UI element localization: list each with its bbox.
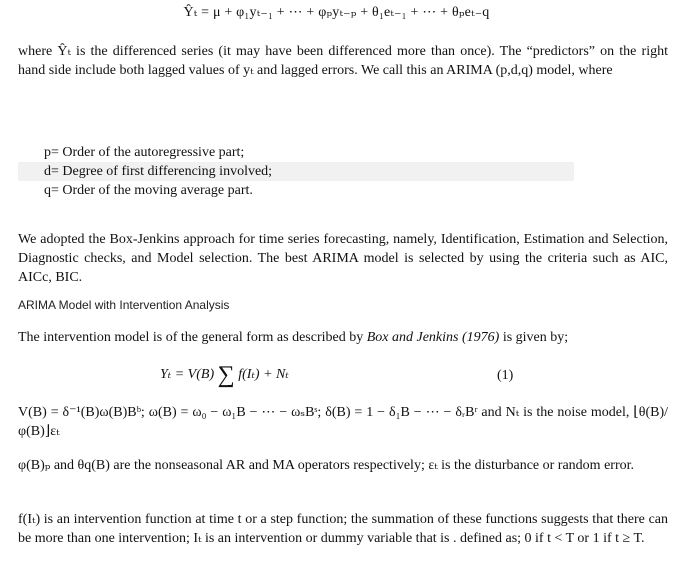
paragraph-intervention-function: f(Iₜ) is an intervention function at time t or a step function; the summation of these functions suggests that there can be more than one intervention; Iₜ is an intervention or dummy variable that is . defined as; 0 if t < T or 1 if t ≥ T.	[18, 512, 668, 546]
equation-lhs: Yₜ = V(B)	[160, 367, 215, 382]
paragraph-intervention-intro	[18, 328, 668, 347]
definition-list	[18, 143, 574, 200]
definition-p: p= Order of the autoregressive part;	[44, 145, 245, 160]
paragraph-box-jenkins: We adopted the Box-Jenkins approach for time series forecasting, namely, Identification, Estimation and Selection, Diagnostic checks, and Model selection. The best ARIMA model is selected by using the criteria such as AIC, AICc, BIC.	[18, 232, 668, 285]
arima-equation: Ŷₜ = μ + φ₁yₜ₋₁ + ⋯ + φₚyₜ₋ₚ + θ₁eₜ₋₁ + ⋯ + θₚeₜ₋q	[183, 5, 490, 20]
section-heading: ARIMA Model with Intervention Analysis	[18, 298, 230, 312]
intro-suffix: is given by;	[499, 330, 569, 345]
paragraph-operators: φ(B)ₚ and θq(B) are the nonseasonal AR and MA operators respectively; εₜ is the disturbance or random error.	[18, 458, 634, 473]
definition-d: d= Degree of first differencing involved;	[18, 162, 574, 181]
intro-prefix: The intervention model is of the general form as described by	[18, 330, 367, 345]
definition-q: q= Order of the moving average part.	[44, 183, 253, 198]
paragraph-arima-description: where Ŷₜ is the differenced series (it may have been differenced more than once). The “predictors” on the right hand side include both lagged values of yₜ and lagged errors. We call this an ARIMA (p,d,q) model, where	[18, 44, 668, 78]
equation-number: (1)	[497, 368, 514, 383]
citation: Box and Jenkins (1976)	[366, 330, 500, 345]
intervention-equation	[160, 362, 289, 389]
summation-symbol: ∑	[217, 362, 235, 388]
equation-rhs: f(Iₜ) + Nₜ	[238, 367, 289, 382]
paragraph-transfer-function: V(B) = δ⁻¹(B)ω(B)Bᵇ; ω(B) = ω₀ − ω₁B − ⋯ − ωₛBˢ; δ(B) = 1 − δ₁B − ⋯ − δᵣBʳ and Nₜ is the noise model, ⌊θ(B)/φ(B)⌋εₜ	[18, 405, 668, 439]
